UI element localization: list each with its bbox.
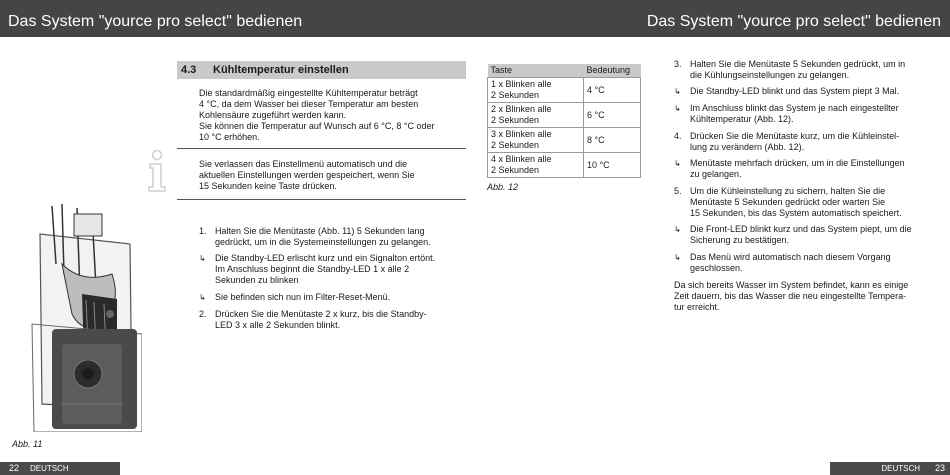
step-marker: 2.: [199, 309, 207, 319]
result-text: Menütaste mehrfach drücken, um in die Einstellungen: [690, 158, 905, 168]
page-number-right: 23: [934, 463, 945, 473]
footer-left: [0, 462, 120, 475]
result-text: Im Anschluss blinkt das System je nach eingestellter: [690, 103, 899, 113]
table-cell-key: 3 x Blinken alle 2 Sekunden: [488, 128, 584, 153]
table-cell-value: 6 °C: [584, 103, 641, 128]
result-arrow-icon: ↳: [674, 104, 681, 113]
step-text: gedrückt, um in die Systemeinstellungen zu gelangen.: [215, 237, 431, 247]
step-text: Drücken Sie die Menütaste kurz, um die Kühleinstel-: [690, 131, 900, 141]
result-text: Sicherung zu bestätigen.: [690, 235, 790, 245]
table-cell-key: 4 x Blinken alle 2 Sekunden: [488, 153, 584, 178]
result-text: geschlossen.: [690, 263, 743, 273]
result-text: zu gelangen.: [690, 169, 742, 179]
language-label-left: DEUTSCH: [30, 464, 69, 473]
step-marker: 1.: [199, 226, 207, 236]
table-cell-key: 1 x Blinken alle 2 Sekunden: [488, 78, 584, 103]
step-text: Um die Kühleinstellung zu sichern, halten Sie die: [690, 186, 886, 196]
figure-caption-abb-11: Abb. 11: [12, 439, 43, 449]
table-cell-key: 2 x Blinken alle 2 Sekunden: [488, 103, 584, 128]
result-arrow-icon: ↳: [674, 87, 681, 96]
step-text: Menütaste 5 Sekunden gedrückt oder warten Sie: [690, 197, 886, 207]
table-cell-value: 10 °C: [584, 153, 641, 178]
step-text: Halten Sie die Menütaste 5 Sekunden gedrückt, um in: [690, 59, 906, 69]
result-text: Die Front-LED blinkt kurz und das System piept, um die: [690, 224, 912, 234]
result-text: Kühltemperatur (Abb. 12).: [690, 114, 794, 124]
table-header-cell: Bedeutung: [584, 64, 641, 78]
step-text: 15 Sekunden, bis das System automatisch speichert.: [690, 208, 902, 218]
figure-caption-abb-12: Abb. 12: [487, 182, 519, 192]
intro-line: 4 °C, da dem Wasser bei dieser Temperatur am besten: [199, 99, 419, 109]
closing-line: Zeit dauern, bis das Wasser die neu eingestellte Tempera-: [674, 291, 907, 301]
table-header-row: [488, 64, 641, 78]
note-line: Sie verlassen das Einstellmenü automatisch und die: [199, 159, 408, 169]
table-cell-value: 4 °C: [584, 78, 641, 103]
step-text: Halten Sie die Menütaste (Abb. 11) 5 Sekunden lang: [215, 226, 425, 236]
step-marker: 5.: [674, 186, 682, 196]
result-text: Die Standby-LED erlischt kurz und ein Signalton ertönt.: [215, 253, 436, 263]
step-text: lung zu verändern (Abb. 12).: [690, 142, 805, 152]
right-page-title: Das System "yource pro select" bedienen: [646, 13, 941, 30]
step-text: Drücken Sie die Menütaste 2 x kurz, bis die Standby-: [215, 309, 427, 319]
result-text: Im Anschluss beginnt die Standby-LED 1 x alle 2: [215, 264, 410, 274]
language-label-right: DEUTSCH: [881, 464, 920, 473]
blink-code-table: [487, 64, 641, 178]
step-marker: 4.: [674, 131, 682, 141]
note-rule-top: [177, 148, 466, 149]
section-number: 4.3: [181, 64, 197, 76]
note-line: 15 Sekunden keine Taste drücken.: [199, 181, 337, 191]
table-row: [488, 103, 641, 128]
result-text: Die Standby-LED blinkt und das System piept 3 Mal.: [690, 86, 900, 96]
table-header-cell: Taste: [488, 64, 584, 78]
closing-line: Da sich bereits Wasser im System befindet, kann es einige: [674, 280, 909, 290]
table-row: [488, 128, 641, 153]
result-arrow-icon: ↳: [674, 159, 681, 168]
intro-line: Die standardmäßig eingestellte Kühltemperatur beträgt: [199, 88, 418, 98]
intro-line: 10 °C erhöhen.: [199, 132, 260, 142]
left-page-title: Das System "yource pro select" bedienen: [8, 13, 303, 30]
result-arrow-icon: ↳: [199, 254, 206, 263]
step-text: die Kühlungseinstellungen zu gelangen.: [690, 70, 850, 80]
page-number-left: 22: [9, 463, 20, 473]
result-arrow-icon: ↳: [674, 253, 681, 262]
table-row: [488, 153, 641, 178]
info-icon: [144, 149, 170, 193]
intro-line: Sie können die Temperatur auf Wunsch auf 6 °C, 8 °C oder: [199, 121, 435, 131]
step-marker: 3.: [674, 59, 682, 69]
table-cell-value: 8 °C: [584, 128, 641, 153]
result-text: Sekunden zu blinken: [215, 275, 299, 285]
page-header: [0, 0, 950, 37]
device-photo-illustration: [22, 204, 142, 432]
section-heading-bar: [177, 61, 466, 79]
result-text: Das Menü wird automatisch nach diesem Vorgang: [690, 252, 891, 262]
section-heading: Kühltemperatur einstellen: [213, 64, 349, 76]
note-rule-bottom: [177, 199, 466, 200]
result-arrow-icon: ↳: [674, 225, 681, 234]
closing-line: tur erreicht.: [674, 302, 720, 312]
table-row: [488, 78, 641, 103]
note-line: aktuellen Einstellungen werden gespeichert, wenn Sie: [199, 170, 415, 180]
result-arrow-icon: ↳: [199, 293, 206, 302]
step-text: LED 3 x alle 2 Sekunden blinkt.: [215, 320, 341, 330]
intro-line: Kohlensäure zugeführt werden kann.: [199, 110, 347, 120]
footer-right: [830, 462, 950, 475]
result-text: Sie befinden sich nun im Filter-Reset-Menü.: [215, 292, 391, 302]
